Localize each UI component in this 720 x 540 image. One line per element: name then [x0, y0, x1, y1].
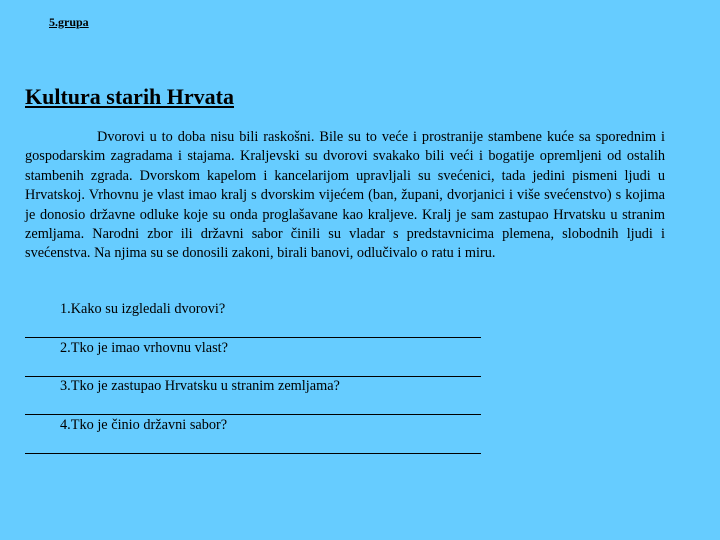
question-1: 1.Kako su izgledali dvorovi? [60, 301, 226, 317]
body-paragraph: Dvorovi u to doba nisu bili raskošni. Bile su to veće i prostranije stambene kuće sa sporednim i gospodarskim zagradama i stajama. Kraljevski su dvorovi svakako bili veći i bogatije opremljeni od ostalih stambenih zgrada. Dvorskom kapelom i kancelarijom upravljali su svećenici, tada jedini pismeni ljudi u Hrvatskoj. Vrhovnu je vlast imao kralj s dvorskim vijećem (ban, župani, dvorjanici i više svećenstvo) s kojima je donosio državne odluke koje su onda proglašavane kao kraljeve. Kralj je sam zastupao Hrvatsku u stranim zemljama. Narodni zbor ili državni sabor činili su vladar s predstavnicima plemena, slobodnih ljudi i svećenstva. Na njima su se donosili zakoni, birali banovi, odlučivalo o ratu i miru. [25, 129, 665, 262]
group-label: 5.grupa [49, 15, 89, 29]
question-4: 4.Tko je činio državni sabor? [60, 417, 228, 433]
answer-line-1[interactable] [25, 337, 481, 338]
answer-line-3[interactable] [25, 414, 481, 415]
answer-line-2[interactable] [25, 376, 481, 377]
question-2: 2.Tko je imao vrhovnu vlast? [60, 340, 228, 356]
question-3: 3.Tko je zastupao Hrvatsku u stranim zemljama? [60, 378, 340, 394]
answer-line-4[interactable] [25, 453, 481, 454]
page-title: Kultura starih Hrvata [25, 84, 234, 109]
